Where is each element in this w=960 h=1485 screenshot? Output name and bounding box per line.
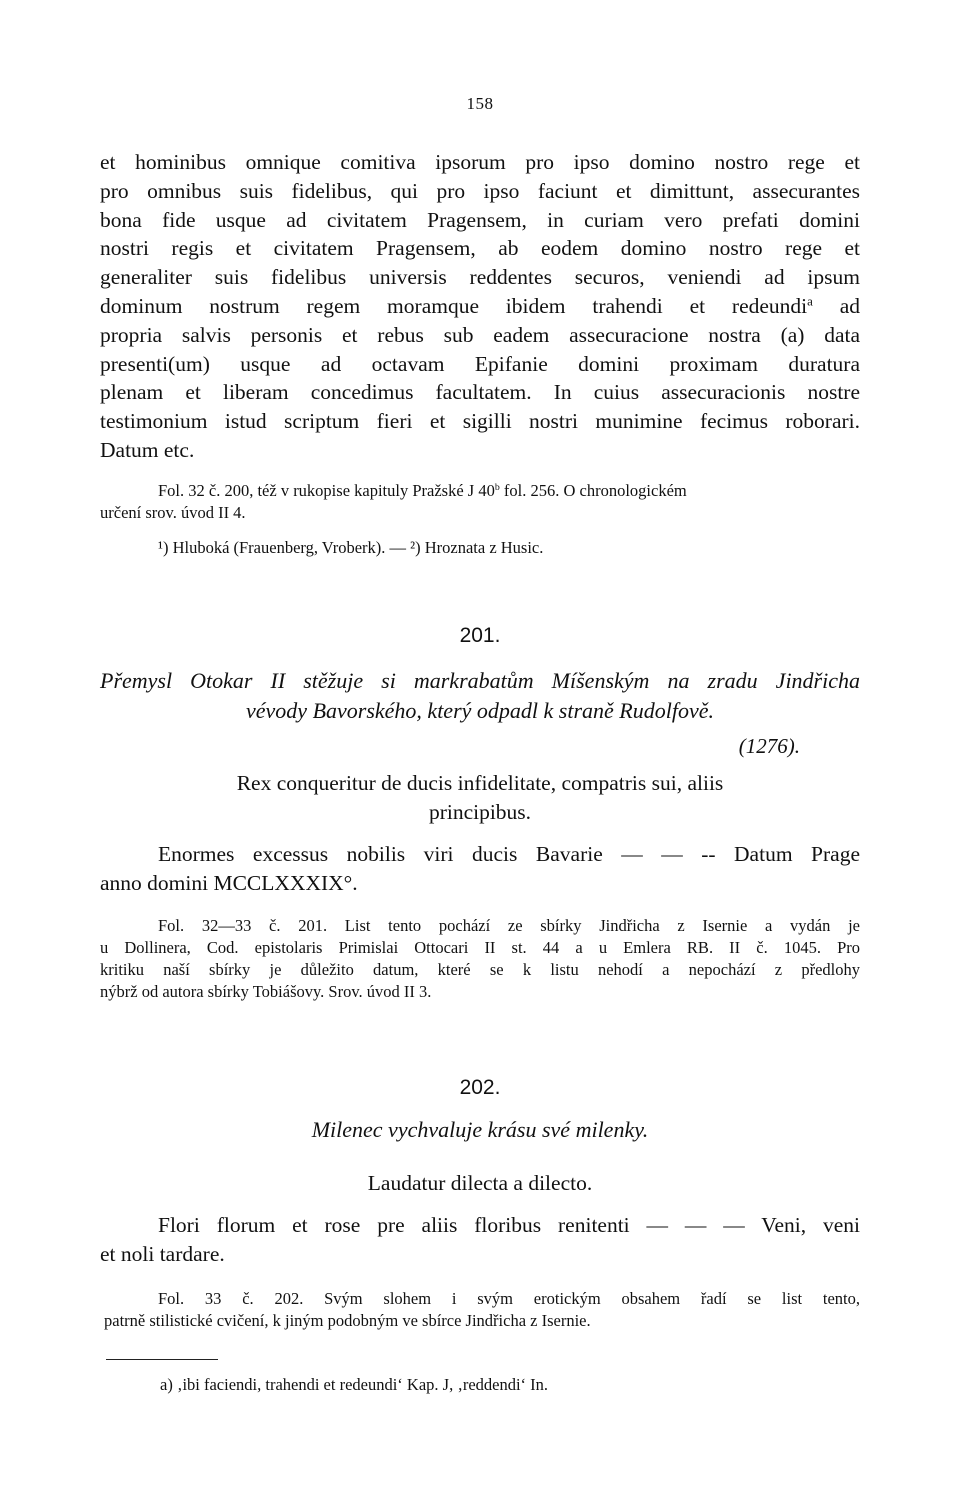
document-title-201 (100, 666, 860, 726)
text-line: propria salvis personis et rebus sub eadem assecuracione nostra (a) data (100, 322, 860, 347)
text-line-tail: ad (812, 293, 860, 318)
archival-note-200 (100, 480, 860, 524)
document-number-201: 201. (459, 624, 501, 647)
incipit-line: Enormes excessus nobilis viri ducis Bavarie — — -- Datum Prage (158, 842, 860, 866)
footnote-marker: a (807, 294, 813, 309)
title-line: Přemysl Otokar II stěžuje si markrabatům Míšenským na zradu Jindřicha (100, 668, 860, 693)
note-line: u Dollinera, Cod. epistolaris Primislai Ottocari II st. 44 a u Emlera RB. II č. 1045. Pro (100, 938, 860, 957)
summary-line: principibus. (428, 800, 532, 824)
incipit-202 (100, 1211, 860, 1269)
text-line: testimonium istud scriptum fieri et sigilli nostri munimine fecimus roborari. (100, 409, 860, 434)
superscript: b (494, 482, 500, 494)
incipit-line: Flori florum et rose pre aliis floribus renitenti — — — Veni, veni (158, 1213, 860, 1237)
summary-line: Laudatur dilecta a dilecto. (367, 1171, 593, 1195)
incipit-201 (100, 840, 860, 898)
text-line: bona fide usque ad civitatem Pragensem, in curiam vero prefati domini (100, 207, 860, 232)
text-line: nostri regis et civitatem Pragensem, ab eodem domino nostro rege et (100, 236, 860, 261)
text-line (100, 292, 860, 321)
latin-summary-201 (100, 769, 860, 827)
note-line (100, 480, 860, 502)
title-line: vévody Bavorského, který odpadl k straně Rudolfově. (246, 698, 714, 723)
note-line: Fol. 33 č. 202. Svým slohem i svým erotickým obsahem řadí se list tento, (158, 1289, 860, 1308)
incipit-line: anno domini MCCLXXXIX°. (100, 871, 358, 895)
document-title-202 (100, 1115, 860, 1145)
text-line: et hominibus omnique comitiva ipsorum pro ipso domino nostro rege et (100, 150, 860, 174)
document-date-201: (1276). (738, 734, 800, 758)
note-line: nýbrž od autora sbírky Tobiášovy. Srov. úvod II 3. (100, 982, 432, 1001)
text-line: generaliter suis fidelibus universis reddentes securos, veniendi ad ipsum (100, 265, 860, 290)
note-line: ¹) Hluboká (Frauenberg, Vroberk). — ²) Hroznata z Husic. (158, 538, 544, 557)
note-line: patrně stilistické cvičení, k jiným podobným ve sbírce Jindřicha z Isernie. (104, 1311, 591, 1330)
note-line: kritiku naší sbírky je důležito datum, které se k listu nehodí a nepochází z předlohy (100, 960, 860, 979)
title-line: Milenec vychvaluje krásu své milenky. (311, 1117, 649, 1142)
footnote-divider (106, 1359, 218, 1360)
note-line-tail: fol. 256. O chronologickém (499, 481, 687, 500)
text-line: presenti(um) usque ad octavam Epifanie domini proximam duratura (100, 351, 860, 376)
text-line: plenam et liberam concedimus facultatem. In cuius assecuracionis nostre (100, 380, 860, 405)
note-line: určení srov. úvod II 4. (100, 503, 246, 522)
note-line: Fol. 32—33 č. 201. List tento pochází ze sbírky Jindřicha z Isernie a vydán je (158, 916, 860, 935)
footnote-a: a) ‚ibi faciendi, trahendi et redeundi‘ Kap. J, ‚reddendi‘ In. (160, 1375, 549, 1394)
continuation-paragraph (100, 148, 860, 465)
page-number: 158 (466, 94, 494, 113)
archival-note-202 (104, 1288, 860, 1332)
name-footnotes (158, 537, 918, 559)
text-line: pro omnibus suis fidelibus, qui pro ipso faciunt et dimittunt, assecurantes (100, 178, 860, 203)
summary-line: Rex conqueritur de ducis infidelitate, compatris sui, aliis (236, 771, 724, 795)
note-line-content: Fol. 32 č. 200, též v rukopise kapituly Pražské J 40 (158, 481, 495, 500)
latin-summary-202 (100, 1169, 860, 1198)
incipit-line: et noli tardare. (100, 1242, 225, 1266)
text-line: Datum etc. (100, 437, 195, 462)
document-number-202: 202. (459, 1076, 501, 1099)
archival-note-201 (100, 915, 860, 1003)
text-line-content: dominum nostrum regem moramque ibidem trahendi et redeundi (100, 293, 808, 318)
